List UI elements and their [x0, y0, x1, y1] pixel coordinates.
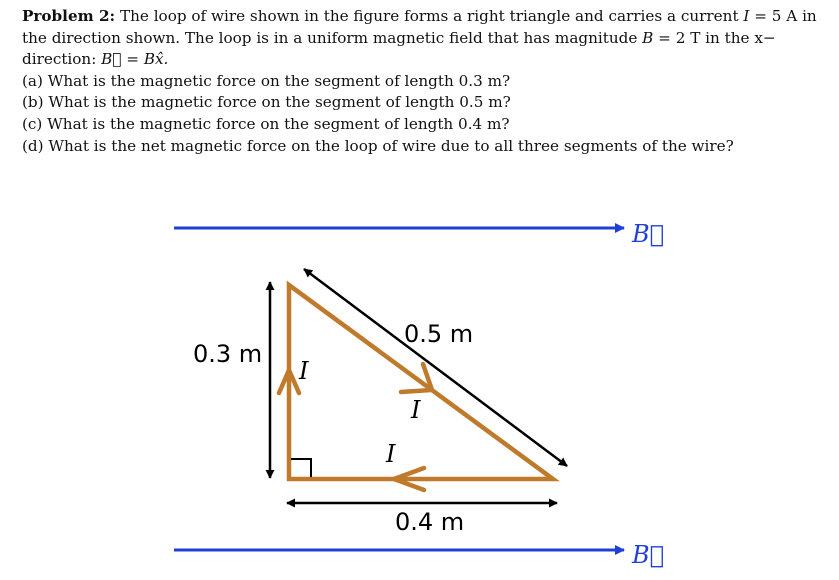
problem-heading: Problem 2: [22, 7, 116, 25]
field-variable: B [642, 28, 654, 47]
question-a: (a) What is the magnetic force on the segment of length 0.3 m? [22, 71, 511, 90]
side-label-bottom: 0.4 m [395, 508, 465, 536]
question-b: (b) What is the magnetic force on the segment of length 0.5 m? [22, 93, 511, 112]
question-d: (d) What is the net magnetic force on the loop of wire due to all three segments of the wire? [22, 136, 734, 155]
current-label-bottom: I [386, 440, 396, 468]
field-label-bottom: B⃗ [632, 541, 665, 569]
right-angle-marker [291, 459, 311, 477]
field-equation: B⃗ = Bx̂. [101, 50, 169, 69]
intro-line-1: The loop of wire shown in the figure forms a right triangle and carries a current [119, 7, 739, 25]
field-value: = 2 T in the [658, 28, 750, 47]
side-label-vertical: 0.3 m [193, 340, 263, 368]
question-c: (c) What is the magnetic force on the segment of length 0.4 m? [22, 114, 510, 133]
intro-line-3: x− direction: [22, 28, 776, 69]
dimension-arrow-hypotenuse [304, 269, 567, 466]
side-label-hypotenuse: 0.5 m [404, 320, 474, 348]
current-value: = 5 A [754, 7, 798, 25]
intro-line-2: in the direction shown. The loop is in a uniform magnetic field that has magnitude [22, 7, 817, 47]
current-variable: I [743, 7, 750, 25]
field-label-top: B⃗ [632, 220, 665, 248]
current-label-vertical: I [299, 357, 309, 385]
current-label-hypotenuse: I [411, 396, 421, 424]
wire-loop [289, 285, 553, 479]
